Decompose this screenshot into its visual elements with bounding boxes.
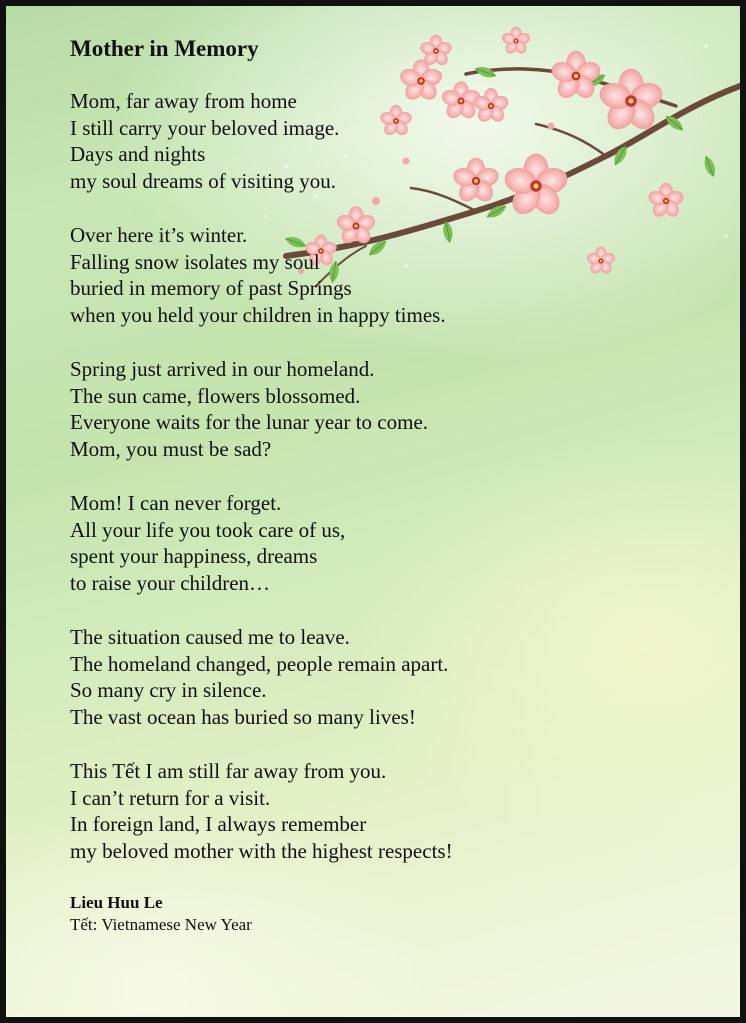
poem-line: to raise your children… xyxy=(70,570,271,595)
poem-line: I can’t return for a visit. xyxy=(70,785,271,810)
stanza-6 xyxy=(70,758,700,864)
poem-line: Mom! I can never forget. xyxy=(70,491,282,515)
stanza-1 xyxy=(70,88,700,194)
poem-line: Over here it’s winter. xyxy=(70,223,248,247)
poem-line: I still carry your beloved image. xyxy=(70,115,340,140)
stanza-2 xyxy=(70,222,700,328)
poem-line: Falling snow isolates my soul xyxy=(70,249,320,274)
stanza-5 xyxy=(70,624,700,730)
poem-line: Everyone waits for the lunar year to come. xyxy=(70,410,429,434)
author-name: Lieu Huu Le xyxy=(70,893,163,912)
poem-line: The vast ocean has buried so many lives! xyxy=(70,704,416,729)
poem-line: The situation caused me to leave. xyxy=(70,625,350,649)
poem-line: The homeland changed, people remain apart. xyxy=(70,651,449,676)
poem-background xyxy=(6,6,740,1017)
poem-title: Mother in Memory xyxy=(70,36,259,61)
poem-line: when you held your children in happy times. xyxy=(70,302,446,327)
poem-line: Spring just arrived in our homeland. xyxy=(70,357,375,381)
poem-line: my soul dreams of visiting you. xyxy=(70,168,336,193)
poem-line: The sun came, flowers blossomed. xyxy=(70,383,361,408)
poem-line: buried in memory of past Springs xyxy=(70,276,352,300)
poem-line: This Tết I am still far away from you. xyxy=(70,759,387,783)
poem-line: spent your happiness, dreams xyxy=(70,544,318,568)
poem-line: Mom, far away from home xyxy=(70,89,297,113)
stanza-3 xyxy=(70,356,700,462)
poem-line: Mom, you must be sad? xyxy=(70,436,272,461)
poem-body xyxy=(70,34,700,936)
poem-line: So many cry in silence. xyxy=(70,678,267,702)
stanza-4 xyxy=(70,490,700,596)
footnote: Tết: Vietnamese New Year xyxy=(70,915,252,934)
poem-line: In foreign land, I always remember xyxy=(70,812,367,836)
poem-line: Days and nights xyxy=(70,142,206,166)
poem-line: All your life you took care of us, xyxy=(70,517,346,542)
poem-line: my beloved mother with the highest respects! xyxy=(70,838,453,863)
